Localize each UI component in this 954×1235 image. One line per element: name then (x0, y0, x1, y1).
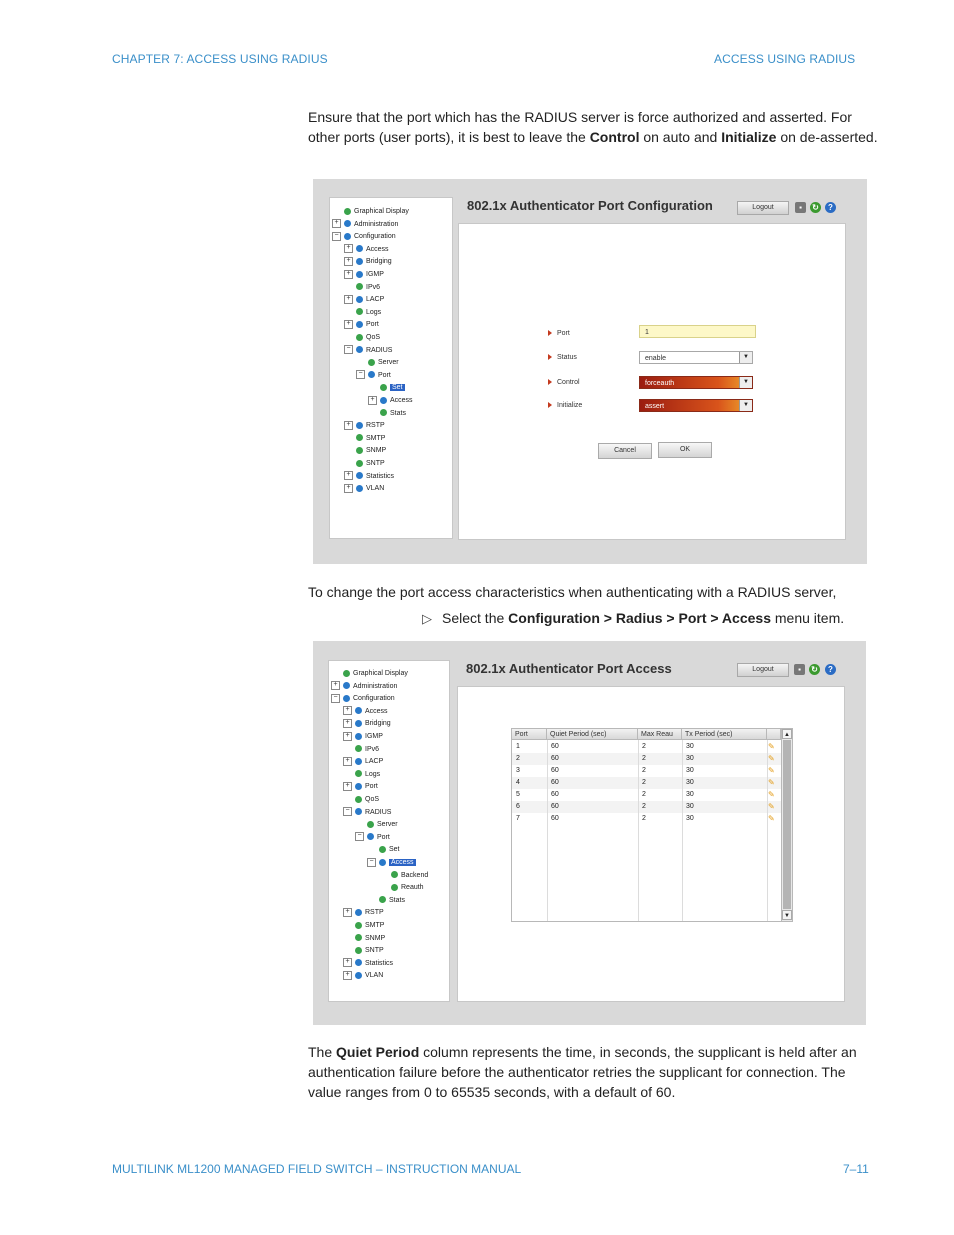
tree-item-label: Administration (354, 220, 399, 228)
initialize-value: assert (645, 403, 665, 410)
edit-pencil-icon[interactable]: ✎ (768, 802, 775, 811)
column-header[interactable]: Quiet Period (sec) (547, 729, 638, 740)
tree-item[interactable] (343, 781, 378, 792)
expand-icon[interactable]: + (343, 971, 352, 980)
tree-item-label: QoS (366, 334, 381, 341)
middle-paragraph: To change the port access characteristics when authenticating with a RADIUS server, (308, 584, 837, 600)
table-cell: 4 (516, 779, 520, 786)
table-cell: 60 (551, 743, 559, 750)
tree-item-label: Access (365, 707, 388, 715)
node-icon (355, 959, 362, 966)
tree-item[interactable] (343, 744, 379, 755)
node-icon (356, 422, 363, 429)
closing-prefix: The (308, 1044, 337, 1060)
expand-icon[interactable]: + (343, 732, 352, 741)
tree-item[interactable] (343, 970, 383, 981)
status-value: enable (645, 355, 667, 362)
tree-item[interactable] (331, 693, 395, 704)
table-cell: 60 (551, 767, 559, 774)
port-label: Port (548, 330, 570, 337)
tree-item[interactable] (343, 794, 379, 805)
collapse-icon[interactable]: − (332, 232, 341, 241)
tree-item-label: Port (366, 321, 379, 329)
table-row[interactable] (512, 753, 781, 765)
table-cell: 2 (642, 791, 646, 798)
save-icon[interactable]: ▪ (794, 664, 805, 675)
table-cell: 30 (686, 743, 694, 750)
tree-item[interactable] (343, 907, 384, 918)
tree-item[interactable] (379, 870, 428, 881)
refresh-icon[interactable]: ↻ (809, 664, 820, 675)
tree-item-label: Set (392, 384, 403, 392)
node-icon (343, 682, 350, 689)
tree-item[interactable] (332, 206, 409, 217)
node-icon (356, 271, 363, 278)
table-row[interactable] (512, 765, 781, 777)
tree-item-label: Bridging (366, 258, 392, 266)
node-icon (356, 296, 363, 303)
tree-item-label: Reauth (401, 884, 424, 892)
page-title: 802.1x Authenticator Port Access (466, 661, 672, 676)
node-icon (356, 334, 363, 341)
node-icon (356, 460, 363, 467)
node-icon (379, 859, 386, 866)
node-icon (391, 871, 398, 878)
scroll-down-icon[interactable]: ▼ (782, 910, 792, 920)
tree-item[interactable] (343, 756, 383, 767)
node-icon (344, 220, 351, 227)
status-select[interactable] (639, 351, 753, 364)
tree-item-label: Server (377, 821, 398, 829)
edit-pencil-icon[interactable]: ✎ (768, 790, 775, 799)
collapse-icon[interactable]: − (343, 807, 352, 816)
tree-item-label: RSTP (366, 422, 385, 430)
table-row[interactable] (512, 801, 781, 813)
section-header: ACCESS USING RADIUS (714, 52, 856, 66)
tree-item-label: SNTP (365, 947, 384, 955)
collapse-icon[interactable]: − (367, 858, 376, 867)
tree-item-label: LACP (366, 296, 385, 304)
page-title: 802.1x Authenticator Port Configuration (467, 198, 713, 213)
tree-item[interactable] (368, 382, 405, 393)
save-icon[interactable]: ▪ (795, 202, 806, 213)
tree-item-label: Graphical Display (354, 208, 409, 215)
node-icon (344, 208, 351, 215)
node-icon (356, 472, 363, 479)
step-menu-path: Configuration > Radius > Port > Access (508, 610, 771, 626)
table-cell: 2 (642, 767, 646, 774)
column-header[interactable]: Max Reau (638, 729, 682, 740)
tree-item[interactable] (332, 219, 398, 230)
tree-item-label: Configuration (353, 695, 395, 703)
tree-item-label: SNMP (365, 934, 386, 942)
expand-icon[interactable]: + (344, 257, 353, 266)
logout-button[interactable]: Logout (737, 663, 789, 677)
tree-item-label: SNMP (366, 447, 387, 455)
tree-item-label: LACP (365, 758, 384, 766)
tree-item[interactable] (343, 731, 383, 742)
tree-item[interactable] (367, 844, 400, 855)
step-triangle-icon: ▷ (422, 611, 432, 626)
node-icon (344, 233, 351, 240)
tree-item[interactable] (344, 483, 384, 494)
edit-pencil-icon[interactable]: ✎ (768, 742, 775, 751)
tree-item-label: RADIUS (365, 808, 392, 816)
port-access-table (511, 728, 793, 922)
table-cell: 60 (551, 779, 559, 786)
tree-item-label: Access (391, 859, 414, 866)
tree-item-label: SMTP (366, 434, 386, 442)
node-icon (380, 397, 387, 404)
closing-paragraph (308, 1042, 878, 1102)
node-icon (368, 359, 375, 366)
expand-icon[interactable]: + (331, 681, 340, 690)
table-row[interactable] (512, 741, 781, 753)
help-icon[interactable]: ? (825, 202, 836, 213)
node-icon (379, 896, 386, 903)
help-icon[interactable]: ? (825, 664, 836, 675)
scroll-up-icon[interactable]: ▲ (782, 729, 792, 739)
figure-port-access (313, 641, 866, 1025)
intro-paragraph (308, 107, 878, 147)
chapter-header: CHAPTER 7: ACCESS USING RADIUS (112, 52, 328, 66)
edit-pencil-icon[interactable]: ✎ (768, 778, 775, 787)
table-scrollbar[interactable] (781, 729, 792, 921)
collapse-icon[interactable]: − (344, 345, 353, 354)
node-icon (355, 707, 362, 714)
tree-item[interactable] (355, 819, 398, 830)
node-icon (356, 434, 363, 441)
node-icon (356, 346, 363, 353)
tree-item[interactable] (343, 945, 384, 956)
node-icon (355, 770, 362, 777)
table-cell: 30 (686, 779, 694, 786)
node-icon (356, 447, 363, 454)
tree-item-label: VLAN (366, 485, 385, 493)
intro-bold-initialize: Initialize (721, 129, 777, 145)
tree-item[interactable] (343, 920, 384, 931)
node-icon (380, 384, 387, 391)
tree-item[interactable] (344, 433, 385, 444)
nav-tree-panel (328, 660, 450, 1002)
manual-footer: MULTILINK ML1200 MANAGED FIELD SWITCH – INSTRUCTION MANUAL (112, 1162, 522, 1176)
tree-item[interactable] (343, 769, 380, 780)
nav-tree (329, 661, 449, 1001)
edit-pencil-icon[interactable]: ✎ (768, 766, 775, 775)
node-icon (355, 796, 362, 803)
tree-item[interactable] (332, 231, 396, 242)
node-icon (355, 745, 362, 752)
node-icon (380, 409, 387, 416)
page-number: 7–11 (843, 1162, 869, 1176)
tree-item-label: SMTP (365, 922, 385, 929)
tree-item-label: Logs (366, 308, 382, 316)
collapse-icon[interactable]: − (355, 832, 364, 841)
expand-icon[interactable]: + (368, 396, 377, 405)
tree-item[interactable] (344, 269, 384, 280)
table-cell: 60 (551, 791, 559, 798)
table-cell: 30 (686, 767, 694, 774)
node-icon (355, 733, 362, 740)
tree-item-label: SNTP (366, 460, 385, 467)
table-cell: 60 (551, 755, 559, 762)
tree-item[interactable] (367, 857, 416, 868)
table-cell: 2 (642, 743, 646, 750)
tree-item-label: Port (377, 833, 390, 841)
expand-icon[interactable]: + (344, 484, 353, 493)
expand-icon[interactable]: + (343, 908, 352, 917)
logout-button[interactable]: Logout (737, 201, 789, 215)
tree-item-label: Graphical Display (353, 670, 408, 677)
table-cell: 60 (551, 803, 559, 810)
table-cell: 2 (642, 815, 646, 822)
tree-item-label: Statistics (365, 959, 394, 967)
table-cell: 30 (686, 755, 694, 762)
control-select[interactable] (639, 376, 753, 389)
column-divider (547, 740, 548, 921)
table-cell: 30 (686, 815, 694, 822)
tree-item[interactable] (344, 319, 379, 330)
tree-item[interactable] (344, 420, 385, 431)
node-icon (367, 821, 374, 828)
node-icon (355, 934, 362, 941)
node-icon (355, 758, 362, 765)
nav-tree-panel (329, 197, 453, 539)
node-icon (356, 485, 363, 492)
tree-item[interactable] (344, 244, 389, 255)
tree-item-label: Bridging (365, 720, 391, 728)
node-icon (356, 258, 363, 265)
tree-item-label: Access (390, 397, 413, 404)
expand-icon[interactable]: + (343, 782, 352, 791)
tree-item[interactable] (343, 958, 393, 969)
column-divider (767, 740, 768, 921)
node-icon (343, 695, 350, 702)
node-icon (356, 245, 363, 252)
node-icon (355, 947, 362, 954)
tree-item[interactable] (367, 895, 405, 906)
node-icon (356, 308, 363, 315)
tree-item[interactable] (344, 294, 384, 305)
scroll-thumb[interactable] (783, 740, 791, 909)
step-prefix: Select the (442, 610, 509, 626)
column-divider (682, 740, 683, 921)
chevron-down-icon[interactable]: ▼ (739, 352, 752, 363)
intro-text-2: on auto and (639, 129, 722, 145)
node-icon (368, 371, 375, 378)
column-header[interactable]: Port (512, 729, 547, 740)
expand-icon[interactable]: + (344, 295, 353, 304)
expand-icon[interactable]: + (343, 757, 352, 766)
step-instruction (422, 610, 844, 627)
port-input[interactable]: 1 (639, 325, 756, 338)
tree-item[interactable] (343, 807, 391, 818)
tree-item-label: Logs (365, 770, 381, 778)
node-icon (355, 972, 362, 979)
expand-icon[interactable]: + (344, 471, 353, 480)
table-cell: 2 (516, 755, 520, 762)
table-cell: 1 (516, 743, 520, 750)
tree-item-label: Administration (353, 682, 398, 690)
edit-pencil-icon[interactable]: ✎ (768, 754, 775, 763)
tree-item-label: Backend (401, 871, 429, 879)
tree-item-label: Set (389, 846, 400, 854)
expand-icon[interactable]: + (344, 320, 353, 329)
tree-item[interactable] (344, 307, 381, 318)
tree-item[interactable] (344, 256, 392, 267)
table-cell: 7 (516, 815, 520, 822)
table-cell: 60 (551, 815, 559, 822)
intro-text-1: Ensure that the port which has the RADIUS server is force authorized and asserted. For other ports (user ports), it is best to leave the (308, 109, 852, 145)
tree-item[interactable] (356, 370, 391, 381)
refresh-icon[interactable]: ↻ (810, 202, 821, 213)
expand-icon[interactable]: + (344, 421, 353, 430)
tree-item[interactable] (343, 706, 388, 717)
config-form-panel (458, 223, 846, 540)
tree-item[interactable] (355, 832, 390, 843)
collapse-icon[interactable]: − (356, 370, 365, 379)
tree-item[interactable] (368, 408, 406, 419)
node-icon (355, 720, 362, 727)
table-cell: 2 (642, 803, 646, 810)
expand-icon[interactable]: + (343, 958, 352, 967)
node-icon (379, 846, 386, 853)
table-cell: 6 (516, 803, 520, 810)
tree-item-label: Access (366, 245, 389, 253)
node-icon (355, 808, 362, 815)
closing-text: column represents the time, in seconds, the supplicant is held after an authentication failure before the authenticator retries the supplicant for connection. The value ranges from 0 to 65535 seconds, with a default of 60. (308, 1044, 857, 1100)
table-cell: 30 (686, 803, 694, 810)
tree-item-label: IGMP (365, 733, 383, 740)
expand-icon[interactable]: + (332, 219, 341, 228)
tree-item-label: Server (378, 359, 399, 367)
tree-item-label: RADIUS (366, 346, 393, 354)
tree-item[interactable] (331, 681, 397, 692)
tree-item[interactable] (344, 445, 386, 456)
control-value: forceauth (645, 380, 675, 387)
tree-item[interactable] (344, 345, 392, 356)
tree-item[interactable] (331, 668, 408, 679)
chevron-down-icon[interactable]: ▼ (739, 377, 752, 388)
node-icon (343, 670, 350, 677)
access-table-panel (457, 686, 845, 1002)
table-cell: 3 (516, 767, 520, 774)
node-icon (356, 321, 363, 328)
intro-text-3: on de-asserted. (776, 129, 878, 145)
node-icon (355, 922, 362, 929)
step-suffix: menu item. (770, 610, 845, 626)
initialize-select[interactable] (639, 399, 753, 412)
table-cell: 30 (686, 791, 694, 798)
tree-item-label: IPv6 (366, 283, 381, 291)
tree-item-label: Stats (390, 409, 406, 417)
tree-item[interactable] (379, 882, 424, 893)
tree-item-label: Stats (389, 896, 405, 904)
node-icon (391, 884, 398, 891)
tree-item[interactable] (368, 395, 413, 406)
tree-item[interactable] (343, 933, 385, 944)
column-header-edit (767, 729, 781, 740)
tree-item[interactable] (344, 332, 380, 343)
initialize-label: Initialize (548, 402, 582, 409)
expand-icon[interactable]: + (344, 270, 353, 279)
closing-bold-quiet-period: Quiet Period (336, 1044, 420, 1060)
tree-item[interactable] (344, 471, 394, 482)
intro-bold-control: Control (589, 129, 640, 145)
column-divider (638, 740, 639, 921)
tree-item-label: Port (378, 371, 391, 379)
figure-port-configuration (313, 179, 867, 564)
cancel-button[interactable]: Cancel (598, 443, 652, 459)
tree-item-label: Statistics (366, 472, 395, 480)
tree-item-label: VLAN (365, 972, 384, 980)
table-row[interactable] (512, 777, 781, 789)
table-cell: 5 (516, 791, 520, 798)
expand-icon[interactable]: + (344, 244, 353, 253)
edit-pencil-icon[interactable]: ✎ (768, 814, 775, 823)
status-label: Status (548, 354, 577, 361)
table-cell: 2 (642, 779, 646, 786)
tree-item[interactable] (344, 282, 380, 293)
tree-item-label: QoS (365, 796, 380, 803)
tree-item-label: IPv6 (365, 745, 380, 753)
table-row[interactable] (512, 789, 781, 801)
tree-item[interactable] (343, 718, 391, 729)
tree-item-label: Configuration (354, 233, 396, 241)
expand-icon[interactable]: + (343, 706, 352, 715)
tree-item[interactable] (344, 458, 385, 469)
nav-tree (330, 198, 452, 538)
table-row[interactable] (512, 813, 781, 825)
node-icon (367, 833, 374, 840)
node-icon (355, 783, 362, 790)
tree-item-label: RSTP (365, 909, 384, 917)
expand-icon[interactable]: + (343, 719, 352, 728)
node-icon (355, 909, 362, 916)
tree-item-label: Port (365, 783, 378, 791)
collapse-icon[interactable]: − (331, 694, 340, 703)
table-cell: 2 (642, 755, 646, 762)
node-icon (356, 283, 363, 290)
control-label: Control (548, 379, 580, 386)
tree-item-label: IGMP (366, 271, 384, 278)
chevron-down-icon[interactable]: ▼ (739, 400, 752, 411)
ok-button[interactable]: OK (658, 442, 712, 458)
column-header[interactable]: Tx Period (sec) (682, 729, 767, 740)
tree-item[interactable] (356, 357, 399, 368)
